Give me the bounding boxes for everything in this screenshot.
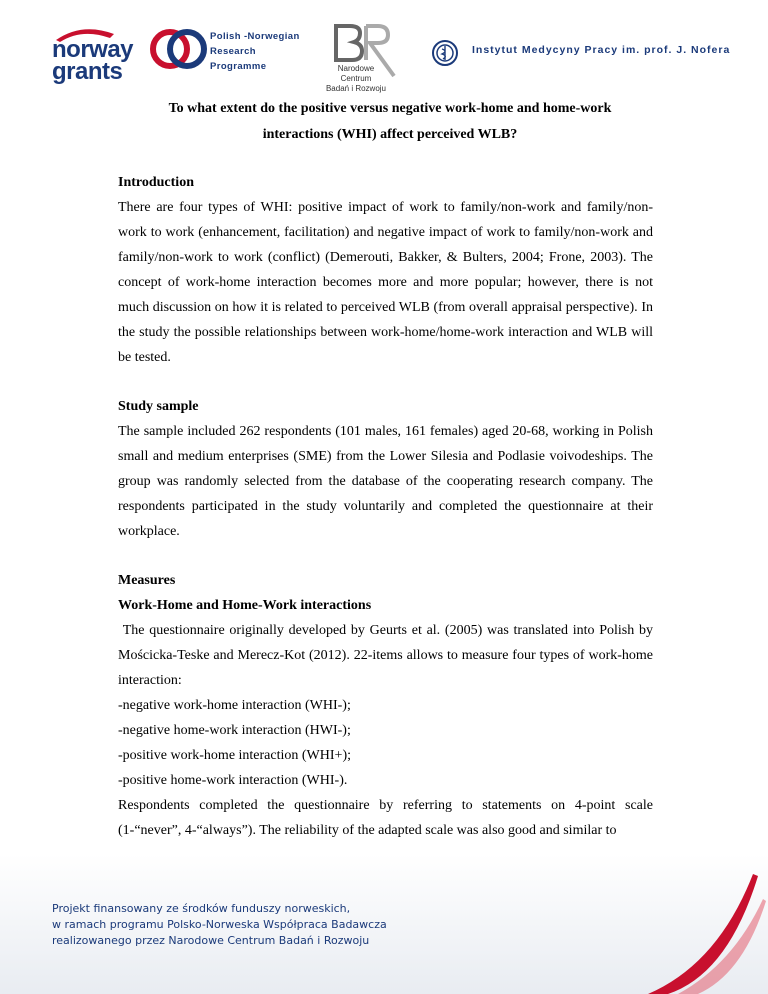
pnrp-rings-icon — [150, 27, 208, 71]
measures-paragraph-2: Respondents completed the questionnaire by referring to statements on 4-point scale (1-“never”, 4-“always”). The reliability of the adapted scale was also good and similar to — [118, 798, 653, 838]
measures-list-item: -negative work-home interaction (WHI-); — [118, 698, 351, 713]
pnrp-line-1: Polish -Norwegian — [210, 31, 300, 42]
footer-line-1: Projekt finansowany ze środków funduszy norweskich, — [52, 902, 351, 915]
ncbr-name — [322, 64, 390, 94]
pnrp-line-3: Programme — [210, 61, 267, 72]
footer-swoosh-icon — [648, 854, 768, 994]
footer-line-3: realizowanego przez Narodowe Centrum Badań i Rozwoju — [52, 934, 370, 947]
sample-heading: Study sample — [118, 399, 199, 414]
measures-heading: Measures — [118, 573, 176, 588]
measures-subheading: Work-Home and Home-Work interactions — [118, 598, 372, 613]
norway-grants-word-1: norway — [52, 36, 134, 63]
page-header — [0, 0, 768, 93]
ncbr-line-2: Badań i Rozwoju — [325, 84, 387, 93]
ncbr-line-1: Narodowe Centrum — [337, 64, 375, 83]
footer-line-2: w ramach programu Polsko-Norweska Współpraca Badawcza — [52, 918, 387, 931]
sample-paragraph: The sample included 262 respondents (101 males, 161 females) aged 20-68, working in Polish small and medium enterprises (SME) from the Lower Silesia and Podlasie voivodeships. The group was randomly selected from the database of the cooperating research company. The respondents participated in the study voluntarily and completed the questionnaire at their workplace. — [118, 424, 653, 539]
imp-name: Instytut Medycyny Pracy im. prof. J. Nofera — [472, 44, 731, 56]
footer-funding-text — [52, 901, 387, 949]
measures-list-item: -positive work-home interaction (WHI+); — [118, 748, 351, 763]
measures-paragraph: The questionnaire originally developed by Geurts et al. (2005) was translated into Polish by Mościcka-Teske and Merecz-Kot (2012). 22-items allows to measure four types of work-home interaction: — [118, 623, 657, 688]
measures-list-item: -negative home-work interaction (HWI-); — [118, 723, 351, 738]
pnrp-line-2: Research — [210, 46, 256, 57]
imp-logo — [430, 38, 731, 73]
page-footer — [0, 854, 768, 994]
pnrp-logo — [150, 27, 300, 76]
paper-title-line-1: To what extent do the positive versus negative work-home and home-work — [168, 101, 612, 116]
imp-emblem-icon — [430, 38, 460, 68]
intro-heading: Introduction — [118, 175, 194, 190]
paper-title-line-2: interactions (WHI) affect perceived WLB? — [262, 127, 518, 142]
pnrp-name — [210, 29, 300, 74]
paper-body — [118, 170, 657, 843]
section-gap — [118, 370, 653, 394]
intro-paragraph: There are four types of WHI: positive impact of work to family/non-work and family/non-work to work (enhancement, facilitation) and negative impact of work to family/non-work and family/non-work to work (conflict) (Demerouti, Bakker, & Bulters, 2004; Frone, 2003). The concept of work-home interaction becomes more and more popular; however, there is not much discussion on how it is related to perceived WLB (from overall appraisal perspective). In the study the possible relationships between work-home/home-work interaction and WLB will be tested. — [118, 200, 653, 365]
measures-list-item: -positive home-work interaction (WHI-). — [118, 773, 348, 788]
ncbr-logo — [322, 20, 402, 93]
section-gap — [118, 544, 653, 568]
norway-grants-word-2: grants — [52, 58, 123, 85]
